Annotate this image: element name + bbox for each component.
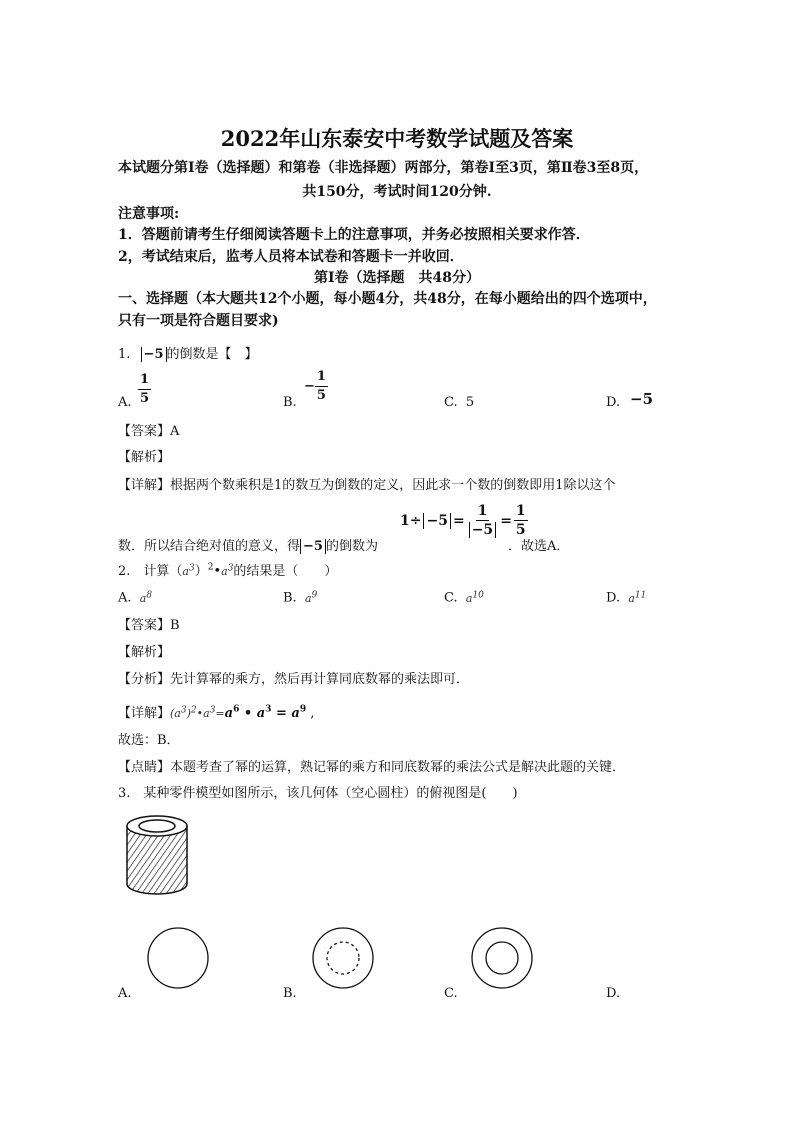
q1-formula-f1-den: −5	[469, 522, 496, 538]
option-a-solid-circle	[143, 927, 213, 989]
q1-formula-lead: 1÷	[400, 512, 422, 529]
q1-c-value: 5	[465, 395, 475, 410]
q2-stem-dot: •	[213, 564, 222, 579]
q1-formula-abs: −5	[423, 513, 450, 529]
notice-heading: 注意事项:	[118, 206, 180, 222]
q2-conclusion: 故选：B．	[118, 733, 180, 748]
q1-b-sign: −	[304, 379, 315, 394]
q1-b-denominator: 5	[316, 388, 326, 403]
q1-option-b	[304, 368, 328, 405]
q2-a-label: A.	[118, 590, 132, 606]
q1-formula-f1-num: 1	[477, 503, 488, 519]
page-title: 2022年山东泰安中考数学试题及答案	[220, 126, 574, 151]
q1-option-d-value: −5	[630, 390, 654, 408]
q1-detail-end: ．故选A．	[508, 539, 570, 554]
notice-item-2: 2，考试结束后，监考人员将本试卷和答题卡一并收回．	[118, 249, 464, 265]
q1-option-a	[138, 371, 151, 408]
q2-stem-d: 的结果是（ ）	[233, 564, 338, 579]
q1-formula-eq2: =	[500, 512, 512, 529]
q1-detail-abs: −5	[300, 539, 326, 554]
q1-formula-f2-den: 5	[515, 522, 526, 538]
q3-option-c-label: C.	[444, 986, 458, 1001]
q2-option-a: A. $a^8$	[118, 590, 153, 606]
q2-answer: 【答案】B	[118, 618, 180, 633]
q2-c-label: C.	[444, 590, 458, 606]
q1-option-d-label: D.	[606, 395, 621, 410]
section-desc-1: 一、选择题（本大题共12个小题，每小题4分，共48分，在每小题给出的四个选项中，	[118, 291, 657, 307]
q1-detail-text-a: 数．所以结合绝对值的意义，得	[118, 539, 301, 554]
q2-detail: 【详解】$(a^3)^2•a^3=a^6$ • $a^3 = a^9$ ,	[118, 704, 315, 721]
section-title: 第Ⅰ卷（选择题 共48分）	[313, 270, 481, 286]
q3-option-d-label: D.	[606, 986, 621, 1001]
q2-stem-b: ）	[194, 564, 208, 579]
q3-stem: 3. 某种零件模型如图所示，该几何体（空心圆柱）的俯视图是( )	[118, 786, 518, 801]
option-b-dashed-inner-circle	[308, 927, 378, 989]
option-c-concentric-circles	[467, 927, 537, 989]
q1-answer: 【答案】A	[118, 424, 180, 439]
q1-option-a-label: A.	[118, 395, 132, 410]
q1-c-label: C.	[444, 395, 458, 410]
q2-analysis-label: 【解析】	[118, 645, 171, 660]
q2-option-d: D. $a^{11}$	[606, 590, 647, 606]
q1-b-numerator: 1	[315, 368, 328, 387]
q1-number: 1.	[118, 347, 131, 362]
q1-analysis-label: 【解析】	[118, 450, 171, 465]
q1-detail-line-2	[118, 535, 378, 554]
q1-stem	[118, 343, 258, 362]
q3-option-b-label: B.	[283, 986, 297, 1001]
section-desc-2: 只有一项是符合题目要求)	[118, 313, 279, 329]
q2-option-b: B. $a^9$	[283, 590, 318, 606]
q2-detail-label: 【详解】	[118, 706, 171, 721]
hollow-cylinder-figure	[122, 808, 192, 898]
q1-abs-expr: −5	[141, 347, 167, 362]
q1-option-c	[444, 395, 474, 410]
q1-stem-tail: 的倒数是【 】	[166, 347, 258, 362]
q2-dianjing: 【点睛】本题考查了幂的运算，熟记幂的乘方和同底数幂的乘法公式是解决此题的关键．	[118, 760, 626, 775]
q1-formula	[400, 502, 528, 539]
intro-line-2: 共150分，考试时间120分钟.	[302, 184, 492, 200]
notice-item-1: 1．答题前请考生仔细阅读答题卡上的注意事项，并务必按照相关要求作答．	[118, 227, 590, 243]
q2-stem: 2. 计算$(a^3)^2•a^3$的结果是（ ）	[118, 562, 338, 579]
q1-formula-eq: =	[452, 512, 465, 529]
q1-a-numerator: 1	[138, 371, 151, 390]
q2-fenxi: 【分析】先计算幂的乘方，然后再计算同底数幂的乘法即可．	[118, 672, 470, 687]
q1-detail-line-1: 【详解】根据两个数乘积是1的数互为倒数的定义，因此求一个数的倒数即用1除以这个	[118, 478, 616, 493]
q1-formula-f2-num: 1	[515, 503, 526, 519]
q3-option-a-label: A.	[118, 986, 132, 1001]
q2-stem-a: 2. 计算（	[118, 564, 183, 579]
q1-detail-text-b: 的倒数为	[325, 539, 378, 554]
q1-a-denominator: 5	[140, 391, 150, 406]
q1-option-b-label: B.	[283, 395, 297, 410]
q2-b-label: B.	[283, 590, 297, 606]
q2-d-label: D.	[606, 590, 621, 606]
intro-line-1: 本试题分第Ⅰ卷（选择题）和第卷（非选择题）两部分，第卷Ⅰ至3页，第Ⅱ卷3至8页，	[118, 160, 649, 176]
q2-option-c: C. $a^{10}$	[444, 590, 484, 606]
